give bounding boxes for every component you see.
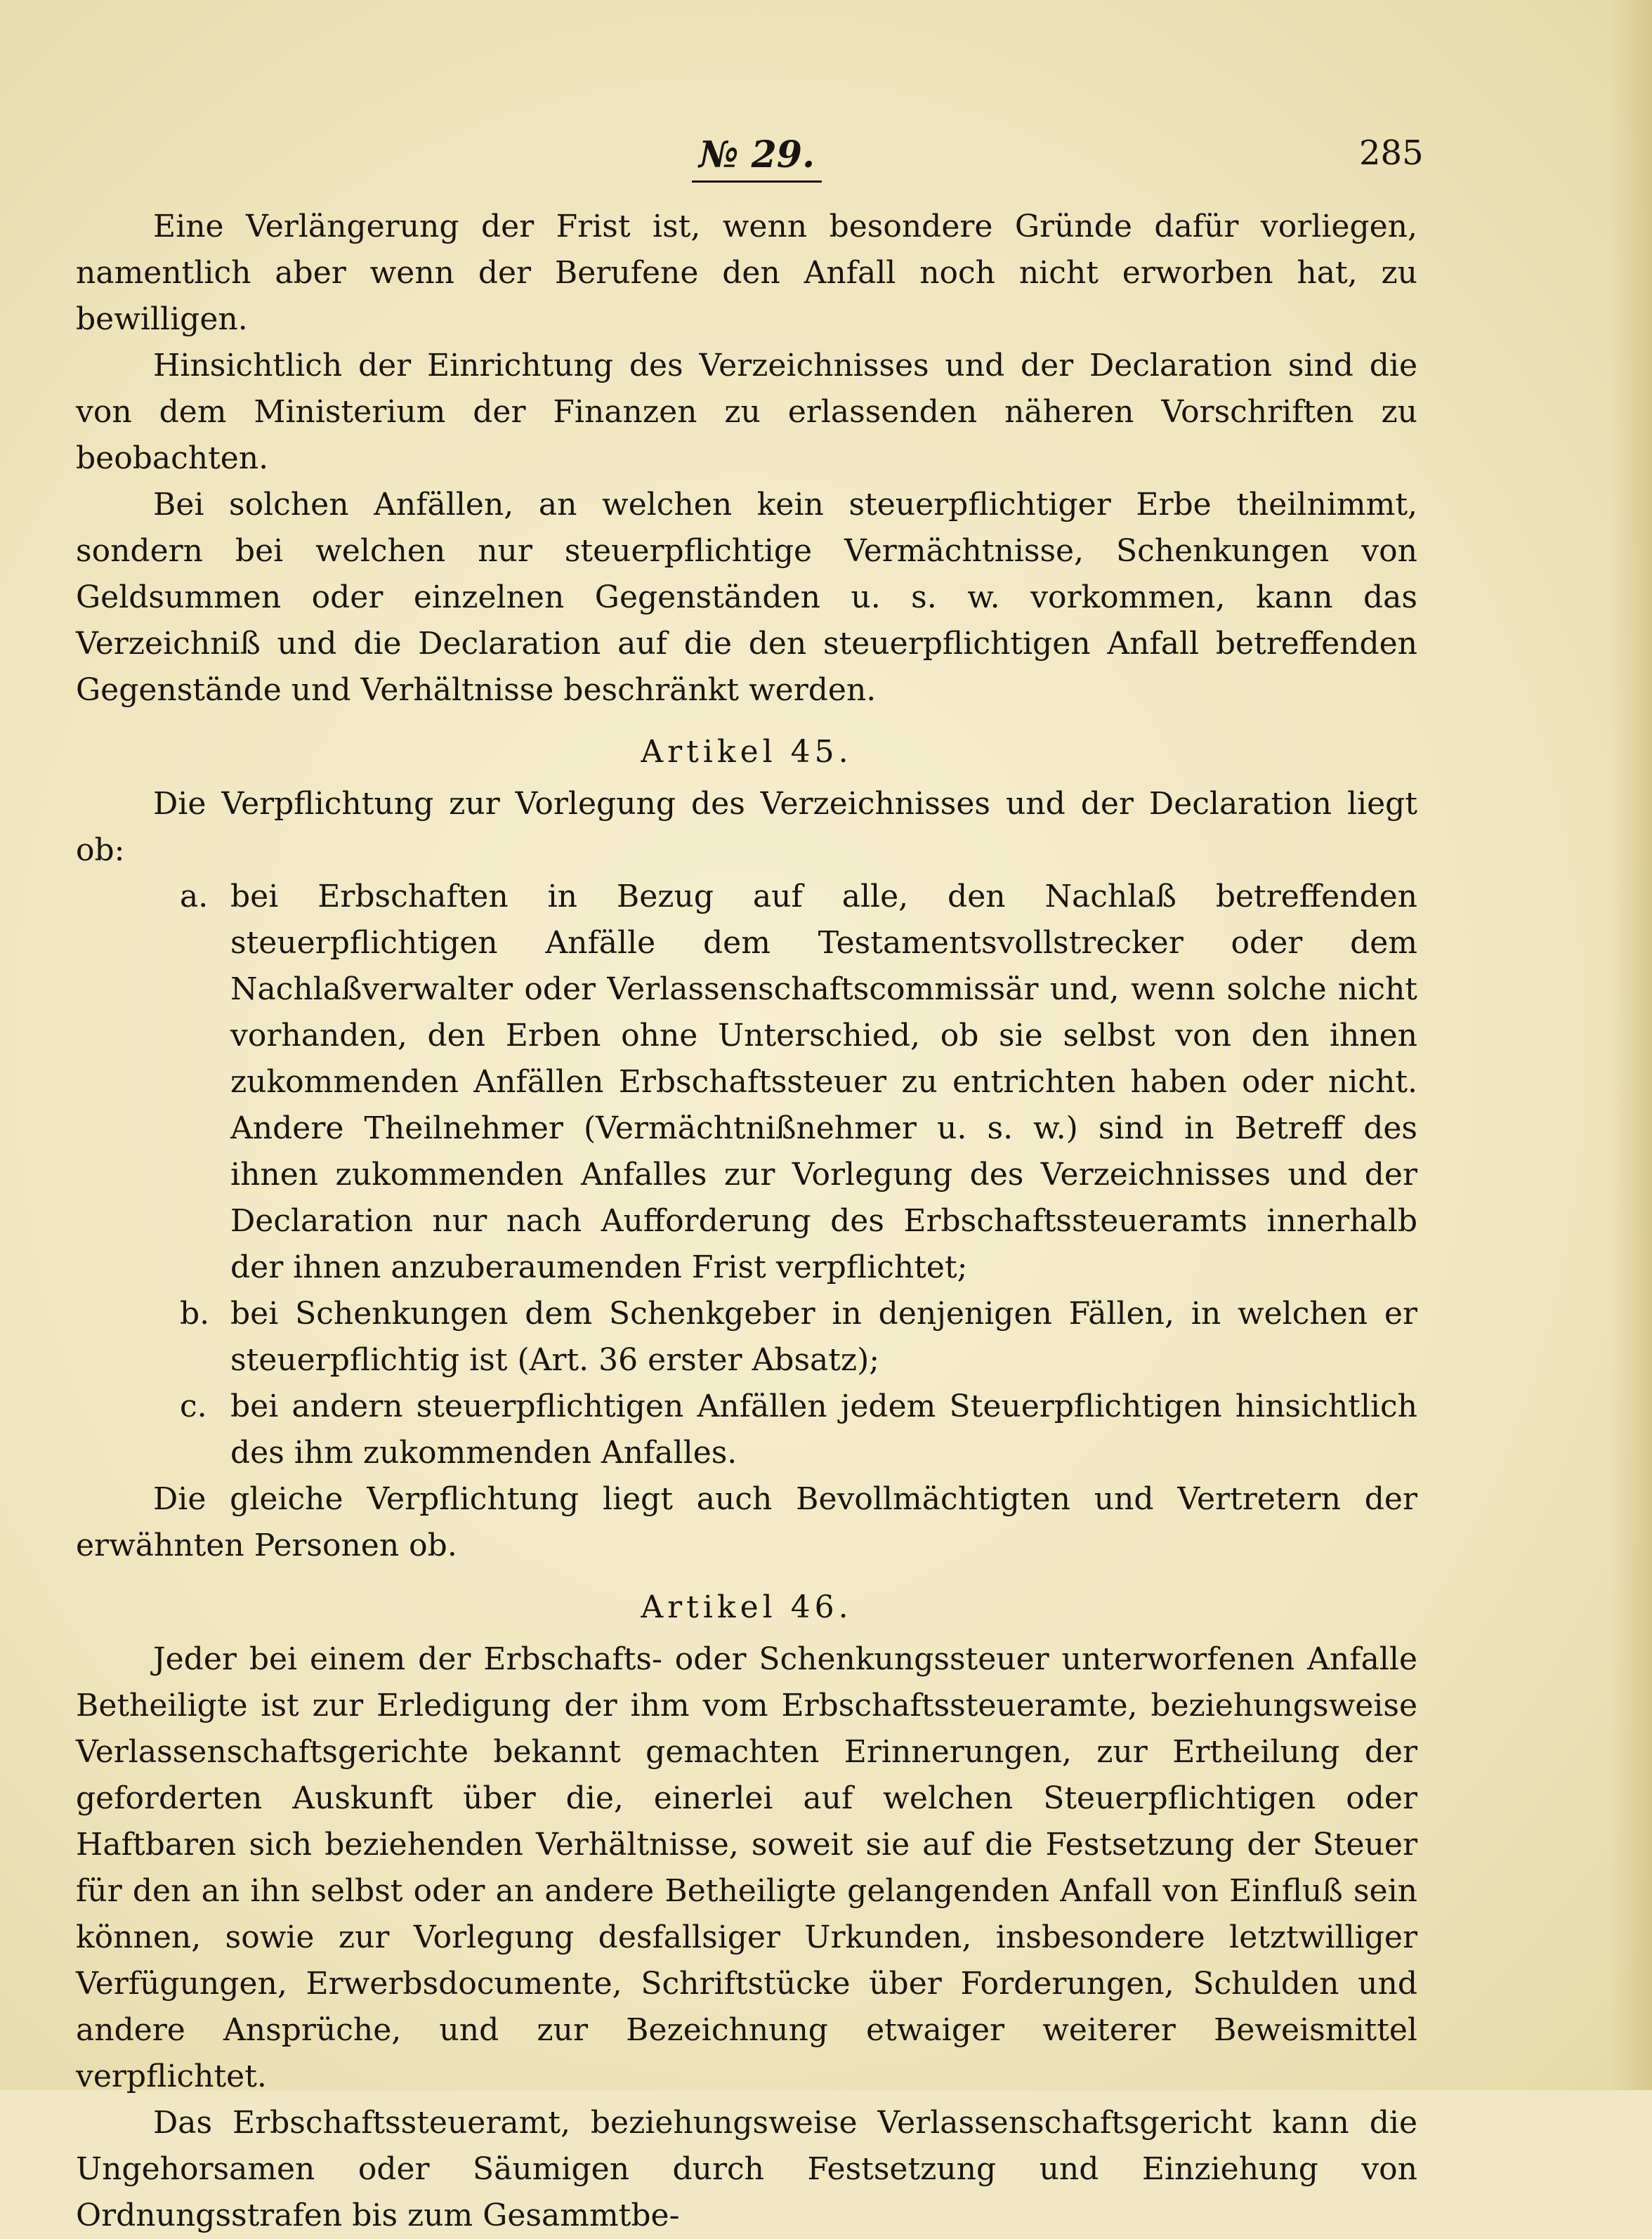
list-marker: b.: [180, 1296, 210, 1332]
paragraph: Jeder bei einem der Erbschafts- oder Schenkungssteuer unterworfenen Anfalle Betheiligte ist zur Erledigung der ihm vom Erbschaftssteueramte, beziehungsweise Verlassenschaftsgerichte bekannt gemachten Erinnerungen, zur Ertheilung der geforderten Auskunft über die, einerlei auf welchen Steuerpflichtigen oder Haftbaren sich beziehenden Verhältnisse, soweit sie auf die Festsetzung der Steuer für den an ihn selbst oder an andere Betheiligte gelangenden Anfall von Einfluß sein können, sowie zur Vorlegung desfallsiger Urkunden, insbesondere letztwilliger Verfügungen, Erwerbsdocumente, Schriftstücke über Forderungen, Schulden und andere Ansprüche, und zur Bezeichnung etwaiger weiterer Beweismittel verpflichtet.: [76, 1641, 1417, 2094]
page-number: 285: [1359, 133, 1424, 173]
list-marker: a.: [180, 879, 209, 914]
body-text: [76, 204, 1417, 2239]
list-item-text: bei andern steuerpflichtigen Anfällen jedem Steuerpflichtigen hinsichtlich des ihm zukommenden Anfalles.: [230, 1388, 1417, 1471]
paragraph: Hinsichtlich der Einrichtung des Verzeichnisses und der Declaration sind die von dem Ministerium der Finanzen zu erlassenden näheren Vorschriften zu beobachten.: [76, 348, 1417, 476]
paragraph: Eine Verlängerung der Frist ist, wenn besondere Gründe dafür vorliegen, namentlich aber wenn der Berufene den Anfall noch nicht erworben hat, zu bewilligen.: [76, 209, 1417, 337]
paragraph: Das Erbschaftssteueramt, beziehungsweise Verlassenschaftsgericht kann die Ungehorsamen oder Säumigen durch Festsetzung und Einziehung von Ordnungsstrafen bis zum Gesammtbe-: [76, 2105, 1417, 2233]
list-item: [76, 1291, 1417, 1384]
article-45-heading: Artikel 45.: [641, 734, 853, 770]
article-45-intro: Die Verpflichtung zur Vorlegung des Verzeichnisses und der Declaration liegt ob:: [76, 786, 1417, 868]
article-45-closing: Die gleiche Verpflichtung liegt auch Bevollmächtigten und Vertretern der erwähnten Personen ob.: [76, 1481, 1417, 1563]
page-header: [0, 133, 1652, 190]
list-marker: c.: [180, 1388, 207, 1424]
article-45-list: [76, 874, 1417, 1476]
list-item-text: bei Schenkungen dem Schenkgeber in denjenigen Fällen, in welchen er steuerpflichtig ist (Art. 36 erster Absatz);: [230, 1296, 1417, 1378]
issue-number: № 29.: [692, 133, 822, 183]
list-item: [76, 874, 1417, 1291]
page-edge-shadow: [1610, 0, 1652, 2090]
list-item-text: bei Erbschaften in Bezug auf alle, den Nachlaß betreffenden steuerpflichtigen Anfälle dem Testamentsvollstrecker oder dem Nachlaßverwalter oder Verlassenschaftscommissär und, wenn solche nicht vorhanden, den Erben ohne Unterschied, ob sie selbst von den ihnen zukommenden Anfällen Erbschaftssteuer zu entrichten haben oder nicht. Andere Theilnehmer (Vermächtnißnehmer u. s. w.) sind in Betreff des ihnen zukommenden Anfalles zur Vorlegung des Verzeichnisses und der Declaration nur nach Aufforderung des Erbschaftssteueramts innerhalb der ihnen anzuberaumenden Frist verpflichtet;: [230, 879, 1417, 1285]
article-46-heading: Artikel 46.: [641, 1589, 853, 1625]
paragraph: Bei solchen Anfällen, an welchen kein steuerpflichtiger Erbe theilnimmt, sondern bei welchen nur steuerpflichtige Vermächtnisse, Schenkungen von Geldsummen oder einzelnen Gegenständen u. s. w. vorkommen, kann das Verzeichniß und die Declaration auf die den steuerpflichtigen Anfall betreffenden Gegenstände und Verhältnisse beschränkt werden.: [76, 487, 1417, 708]
list-item: [76, 1384, 1417, 1476]
